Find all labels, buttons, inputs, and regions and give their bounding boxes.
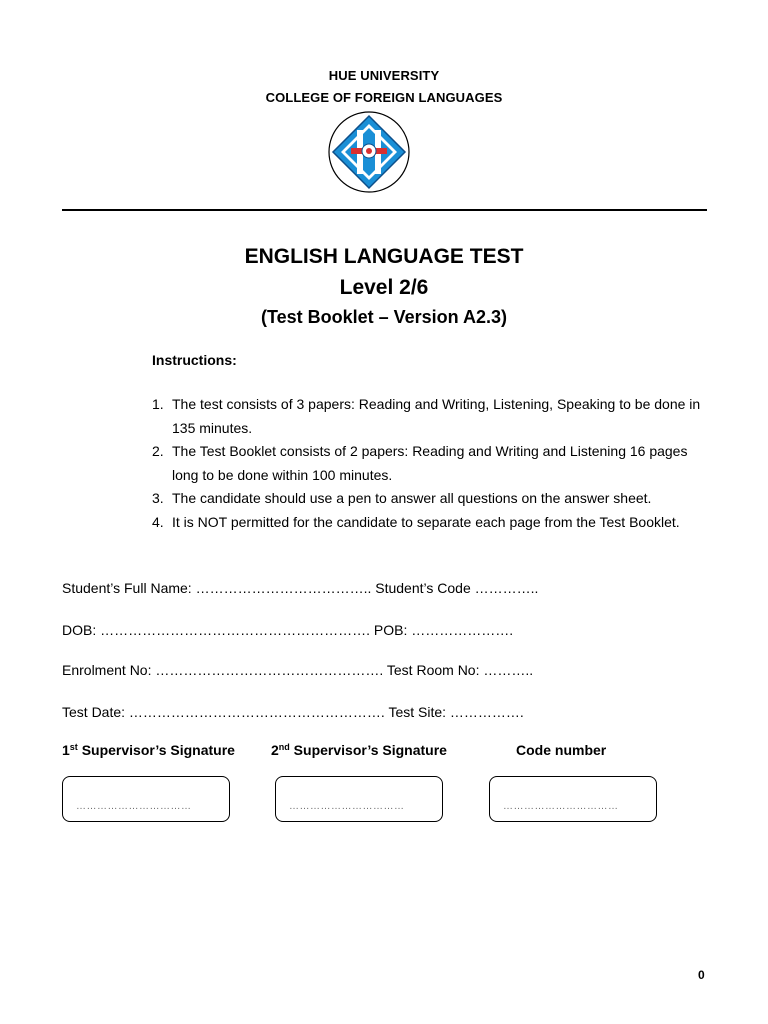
label-text: Supervisor’s Signature bbox=[77, 742, 235, 758]
item-number: 1. bbox=[152, 396, 164, 412]
dob-field[interactable]: DOB: …………………………………………………. POB: …………………. bbox=[62, 622, 514, 638]
test-title: ENGLISH LANGUAGE TEST bbox=[244, 245, 524, 268]
list-item bbox=[152, 440, 712, 487]
instructions-list bbox=[152, 393, 712, 534]
list-item bbox=[152, 393, 712, 440]
header-divider bbox=[62, 209, 707, 211]
instructions-label: Instructions: bbox=[152, 352, 237, 368]
label-text: Supervisor’s Signature bbox=[289, 742, 447, 758]
code-number-box[interactable] bbox=[489, 776, 657, 822]
signature-dots: …………………………… bbox=[503, 801, 619, 812]
ordinal-number: 2 bbox=[271, 742, 279, 758]
test-date-field[interactable]: Test Date: ………………………………………………. Test Site: ……………. bbox=[62, 704, 524, 720]
university-logo-icon bbox=[327, 110, 411, 194]
item-text: It is NOT permitted for the candidate to separate each page from the Test Booklet. bbox=[172, 513, 680, 530]
code-number-label: Code number bbox=[516, 742, 607, 758]
item-number: 2. bbox=[152, 443, 164, 459]
item-text: The Test Booklet consists of 2 papers: Reading and Writing and Listening 16 pages long to be done within 100 minutes. bbox=[172, 443, 688, 483]
item-number: 4. bbox=[152, 513, 164, 530]
page-number: 0 bbox=[698, 968, 705, 982]
item-number: 3. bbox=[152, 490, 164, 506]
test-level: Level 2/6 bbox=[339, 276, 429, 299]
item-text: The test consists of 3 papers: Reading and Writing, Listening, Speaking to be done in 135 minutes. bbox=[172, 396, 701, 436]
ordinal-number: 1 bbox=[62, 742, 70, 758]
list-item bbox=[152, 487, 712, 511]
signature-dots: …………………………… bbox=[289, 801, 405, 812]
item-text: The candidate should use a pen to answer all questions on the answer sheet. bbox=[172, 490, 652, 506]
test-version: (Test Booklet – Version A2.3) bbox=[260, 307, 508, 327]
college-name: COLLEGE OF FOREIGN LANGUAGES bbox=[265, 90, 503, 105]
first-supervisor-label bbox=[62, 742, 235, 758]
signature-dots: …………………………… bbox=[76, 801, 192, 812]
ordinal-suffix: nd bbox=[278, 742, 290, 752]
list-item bbox=[152, 511, 712, 535]
second-supervisor-signature-box[interactable] bbox=[275, 776, 443, 822]
second-supervisor-label bbox=[271, 742, 447, 758]
student-name-field[interactable]: Student’s Full Name: ……………………………….. Student’s Code ………….. bbox=[62, 580, 539, 596]
university-name: HUE UNIVERSITY bbox=[328, 68, 440, 83]
ordinal-suffix: st bbox=[69, 742, 78, 752]
first-supervisor-signature-box[interactable] bbox=[62, 776, 230, 822]
enrolment-field[interactable]: Enrolment No: …………………………………………. Test Room No: ……….. bbox=[62, 662, 534, 678]
